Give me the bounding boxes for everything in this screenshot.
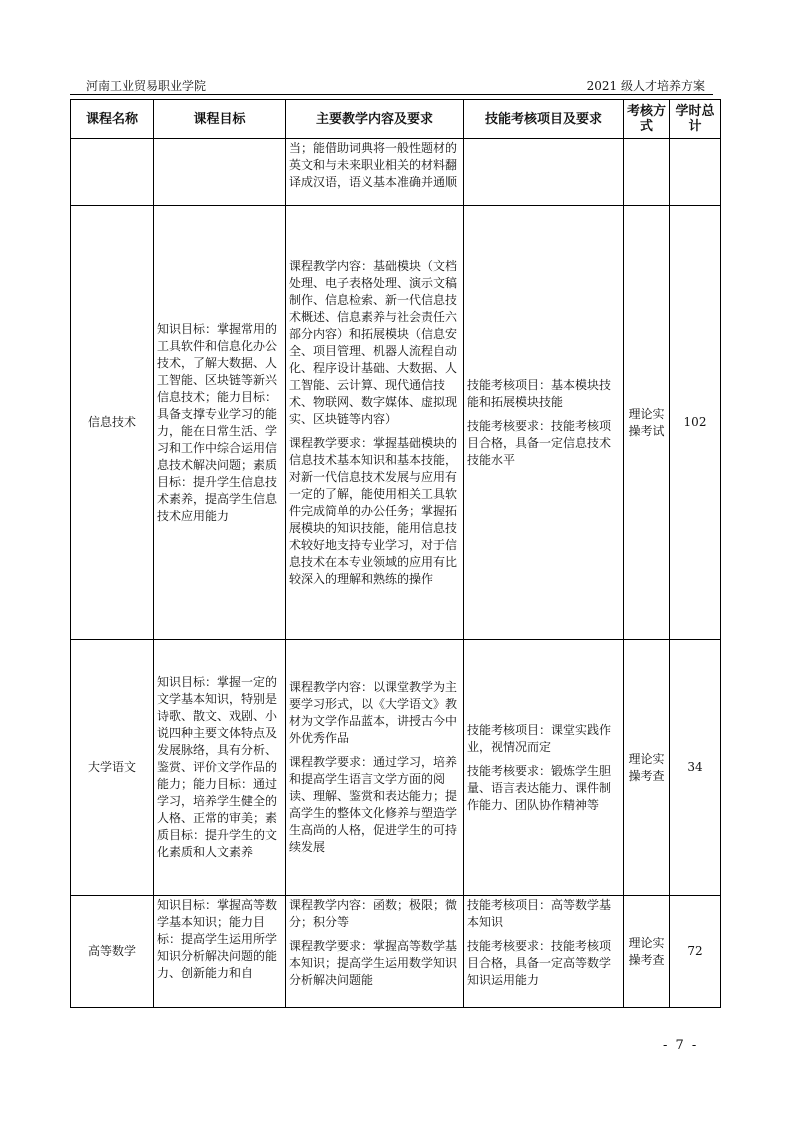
assessment-method: 理论实操考试 [624,206,670,640]
skill-assessment [464,640,624,896]
skill-paragraph: 技能考核项目：基本模块技能和拓展模块技能 [467,377,612,409]
skill-paragraph: 技能考核要求：技能考核项目合格，具备一定信息技术技能水平 [467,418,612,467]
content-paragraph: 课程教学要求：掌握基础模块的信息技术基本知识和基本技能，对新一代信息技术发展与应用有一定的了解，能使用相关工具软件完成简单的办公任务；掌握拓展模块的知识技能，能用信息技术较好地支持专业学习，对于信息技术在本专业领域的应用有比较深入的理解和熟练的操作 [289,435,458,586]
total-hours: 34 [670,640,721,896]
col-header: 学时总计 [670,100,721,139]
assessment-method: 理论实操考查 [624,896,670,1008]
course-name: 高等数学 [71,896,154,1008]
content-paragraph: 课程教学内容：函数；极限；微分；积分等 [289,898,458,929]
table-row [71,640,721,896]
col-header: 课程目标 [154,100,286,139]
table-header-row [71,100,721,139]
page-number: - 7 - [663,1038,699,1053]
course-goal: 知识目标：掌握高等数学基本知识；能力目标：提高学生运用所学知识分析解决问题的能力、创新能力和自 [154,896,286,1008]
course-name: 信息技术 [71,206,154,640]
table-row [71,206,721,640]
course-goal: 知识目标：掌握一定的文学基本知识，特别是诗歌、散文、戏剧、小说四种主要文体特点及发展脉络，具有分析、鉴赏、评价文学作品的能力；能力目标：通过学习，培养学生健全的人格、正常的审美；素质目标：提升学生的文化素质和人文素养 [154,640,286,896]
skill-assessment [464,206,624,640]
content-paragraph: 课程教学要求：通过学习，培养和提高学生语言文学方面的阅读、理解、鉴赏和表达能力；提高学生的整体文化修养与塑造学生高尚的人格，促进学生的可持续发展 [289,755,458,854]
header-doc-title: 2021 级人才培养方案 [586,79,705,93]
course-name [71,139,154,206]
col-header: 技能考核项目及要求 [464,100,624,139]
skill-paragraph: 技能考核要求：技能考核项目合格，具备一定高等数学知识运用能力 [467,939,612,987]
content-paragraph: 课程教学要求：掌握高等数学基本知识；提高学生运用数学知识分析解决问题能 [289,939,458,987]
skill-assessment [464,139,624,206]
course-content [286,139,464,206]
total-hours: 72 [670,896,721,1008]
assessment-method [624,139,670,206]
course-content [286,896,464,1008]
header-school: 河南工业贸易职业学院 [86,79,207,93]
total-hours [670,139,721,206]
total-hours: 102 [670,206,721,640]
course-name: 大学语文 [71,640,154,896]
assessment-method: 理论实操考查 [624,640,670,896]
header-divider [70,94,713,95]
content-paragraph: 课程教学内容：以课堂教学为主要学习形式，以《大学语文》教材为文学作品蓝本，讲授古今中外优秀作品 [289,680,458,745]
content-paragraph: 课程教学内容：基础模块（文档处理、电子表格处理、演示文稿制作、信息检索、新一代信息技术概述、信息素养与社会责任六部分内容）和拓展模块（信息安全、项目管理、机器人流程自动化、程序设计基础、大数据、人工智能、云计算、现代通信技术、物联网、数字媒体、虚拟现实、区块链等内容） [289,258,458,426]
col-header: 主要教学内容及要求 [286,100,464,139]
skill-paragraph: 技能考核要求：锻炼学生胆量、语言表达能力、课件制作能力、团队协作精神等 [467,763,612,812]
skill-paragraph: 技能考核项目：课堂实践作业，视情况而定 [467,722,612,754]
table-row [71,139,721,206]
skill-assessment [464,896,624,1008]
course-goal: 知识目标：掌握常用的工具软件和信息化办公技术，了解大数据、人工智能、区块链等新兴信息技术；能力目标：具备支撑专业学习的能力，能在日常生活、学习和工作中综合运用信息技术解决问题；素质目标：提升学生信息技术素养，提高学生信息技术应用能力 [154,206,286,640]
course-table [70,99,721,1008]
skill-paragraph: 技能考核项目：高等数学基本知识 [467,898,612,929]
course-content [286,640,464,896]
table-row [71,896,721,1008]
course-content [286,206,464,640]
col-header: 课程名称 [71,100,154,139]
course-goal [154,139,286,206]
content-paragraph: 当；能借助词典将一般性题材的英文和与未来职业相关的材料翻译成汉语，语义基本准确并通顺 [289,141,458,189]
col-header: 考核方式 [624,100,670,139]
